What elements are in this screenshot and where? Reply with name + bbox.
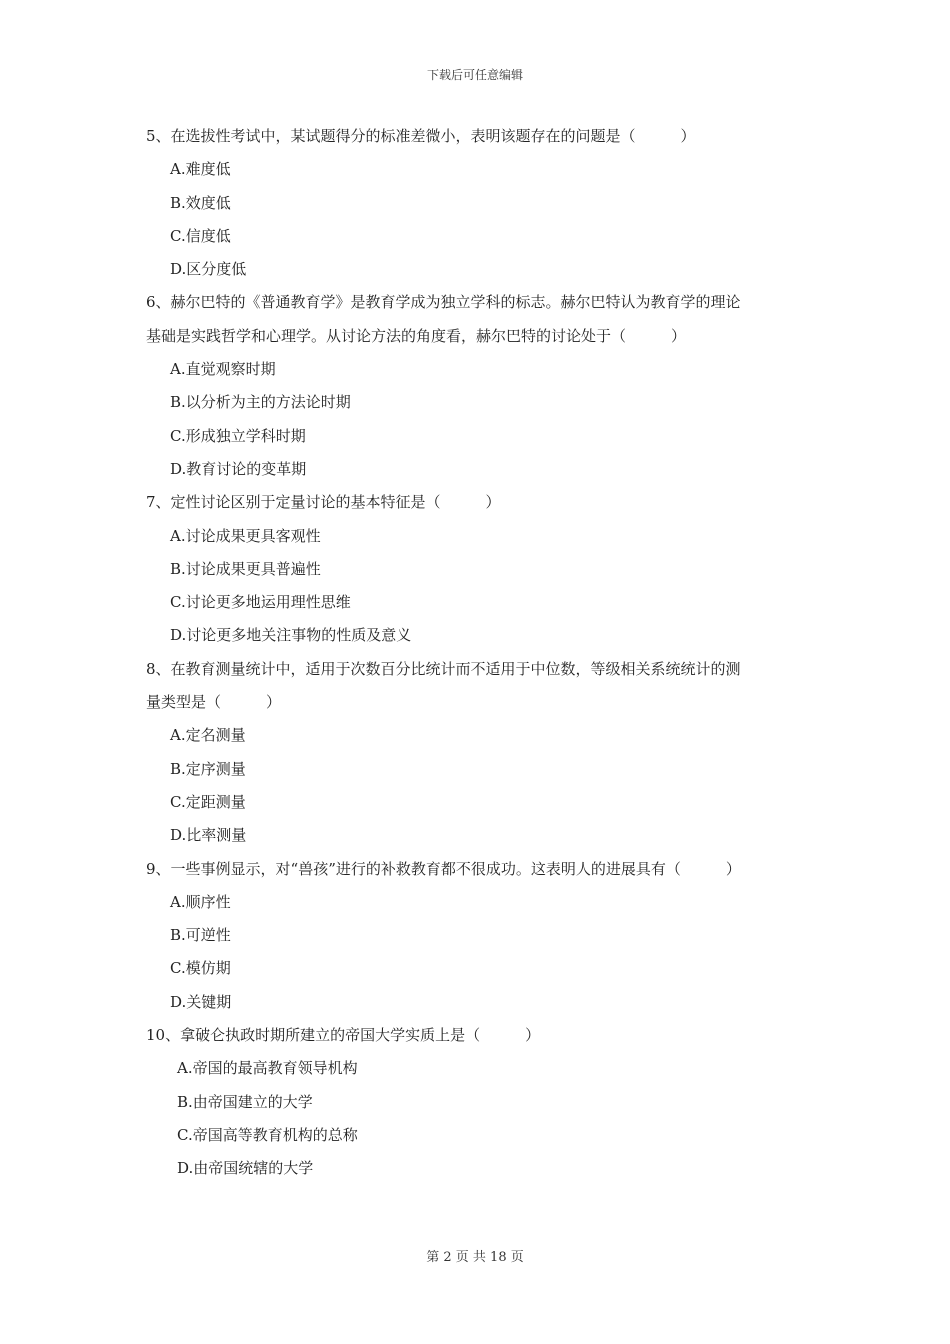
question-9-stem: 9、一些事例显示，对“兽孩”进行的补救教育都不很成功。这表明人的进展具有（ ） xyxy=(146,859,741,878)
question-8-option-d: D.比率测量 xyxy=(170,826,247,845)
question-9-option-c: C.模仿期 xyxy=(170,959,231,978)
question-9 xyxy=(146,853,816,1019)
question-8 xyxy=(146,653,816,853)
question-5-option-c: C.信度低 xyxy=(170,226,231,245)
question-8-stem-line-1: 8、在教育测量统计中，适用于次数百分比统计而不适用于中位数，等级相关系统统计的测 xyxy=(146,659,741,678)
question-7-option-d: D.讨论更多地关注事物的性质及意义 xyxy=(170,626,412,645)
question-7-stem: 7、定性讨论区别于定量讨论的基本特征是（ ） xyxy=(146,493,501,512)
question-6-option-c: C.形成独立学科时期 xyxy=(170,426,306,445)
question-6-stem-line-2: 基础是实践哲学和心理学。从讨论方法的角度看，赫尔巴特的讨论处于（ ） xyxy=(146,326,687,345)
question-6-stem-line-1: 6、赫尔巴特的《普通教育学》是教育学成为独立学科的标志。赫尔巴特认为教育学的理论 xyxy=(146,293,741,312)
page-footer: 第 2 页 共 18 页 xyxy=(426,1250,524,1265)
question-10-option-c: C.帝国高等教育机构的总称 xyxy=(177,1125,358,1144)
question-7-option-a: A.讨论成果更具客观性 xyxy=(170,526,321,545)
question-6 xyxy=(146,286,816,486)
question-7 xyxy=(146,486,816,652)
page-header: 下载后可任意编辑 xyxy=(426,68,523,82)
question-7-option-c: C.讨论更多地运用理性思维 xyxy=(170,593,351,612)
question-8-option-c: C.定距测量 xyxy=(170,792,246,811)
question-6-option-a: A.直觉观察时期 xyxy=(170,360,276,379)
question-8-option-a: A.定名测量 xyxy=(170,726,246,745)
question-10-stem: 10、拿破仑执政时期所建立的帝国大学实质上是（ ） xyxy=(146,1026,541,1045)
question-6-option-d: D.教育讨论的变革期 xyxy=(170,459,307,478)
question-7-option-b: B.讨论成果更具普遍性 xyxy=(170,559,321,578)
question-list xyxy=(146,120,816,1186)
question-10-option-b: B.由帝国建立的大学 xyxy=(177,1092,313,1111)
question-10 xyxy=(146,1019,816,1185)
question-9-option-b: B.可逆性 xyxy=(170,926,231,945)
question-10-option-a: A.帝国的最高教育领导机构 xyxy=(177,1059,358,1078)
question-8-stem-line-2: 量类型是（ ） xyxy=(146,693,282,712)
question-6-option-b: B.以分析为主的方法论时期 xyxy=(170,393,351,412)
question-5-option-b: B.效度低 xyxy=(170,193,231,212)
question-5-stem: 5、在选拔性考试中，某试题得分的标准差微小，表明该题存在的问题是（ ） xyxy=(146,127,696,145)
question-5-option-d: D.区分度低 xyxy=(170,260,247,279)
question-8-option-b: B.定序测量 xyxy=(170,759,246,778)
question-10-option-d: D.由帝国统辖的大学 xyxy=(177,1159,314,1178)
question-5-option-a: A.难度低 xyxy=(170,160,231,179)
question-9-option-d: D.关键期 xyxy=(170,992,232,1011)
question-5 xyxy=(146,120,816,286)
question-9-option-a: A.顺序性 xyxy=(170,892,231,911)
